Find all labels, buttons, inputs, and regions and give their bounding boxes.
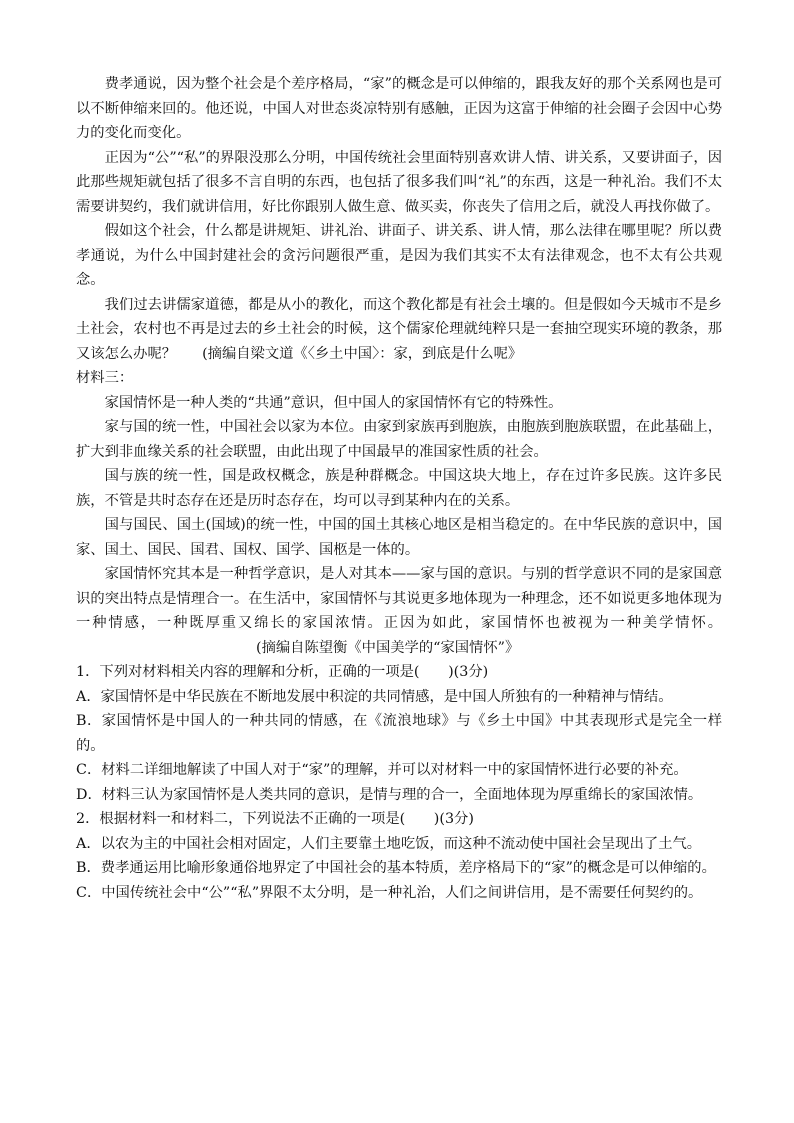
- paragraph-text: 家国情怀究其本是一种哲学意识，是人对其本——家与国的意识。与别的哲学意识不同的是家国意识的突出特点是情理合一。在生活中，家国情怀与其说更多地体现为一种理念，还不如说更多地体现为一种情感，一种既厚重又绵长的家国浓情。正因为如此，家国情怀也被视为一种美学情怀。: [76, 566, 722, 631]
- material-heading: 材料三：: [76, 370, 134, 386]
- answer-option: B．家国情怀是中国人的一种共同的情感，在《流浪地球》与《乡土中国》中其表现形式是完全一样的。: [76, 713, 722, 754]
- answer-option: D．材料三认为家国情怀是人类共同的意识，是情与理的合一，全面地体现为厚重绵长的家国浓情。: [76, 786, 703, 803]
- paragraph-with-source: [76, 293, 722, 367]
- answer-option: C．材料二详细地解读了中国人对于“家”的理解，并可以对材料一中的家国情怀进行必要的补充。: [76, 762, 688, 778]
- paragraph: 国与国民、国土(国域)的统一性，中国的国土其核心地区是相当稳定的。在中华民族的意识中，国家、国土、国民、国君、国权、国学、国柩是一体的。: [76, 517, 722, 558]
- answer-option: A．以农为主的中国社会相对固定，人们主要靠土地吃饭，而这种不流动使中国社会呈现出了土气。: [76, 835, 702, 852]
- paragraph: 正因为“公”“私”的界限没那么分明，中国传统社会里面特别喜欢讲人情、讲关系，又要讲面子，因此那些规矩就包括了很多不言自明的东西，也包括了很多我们叫“礼”的东西，这是一种礼治。我们不太需要讲契约，我们就讲信用，好比你跟别人做生意、做买卖，你丧失了信用之后，就没人再找你做了。: [76, 149, 722, 215]
- paragraph: 家国情怀是一种人类的“共通”意识，但中国人的家国情怀有它的特殊性。: [104, 394, 563, 411]
- paragraph: 家与国的统一性，中国社会以家为本位。由家到家族再到胞族，由胞族到胞族联盟，在此基础上，扩大到非血缘关系的社会联盟，由此出现了中国最早的准国家性质的社会。: [76, 419, 722, 460]
- document-page: [76, 72, 722, 905]
- paragraph: 费孝通说，因为整个社会是个差序格局，“家”的概念是可以伸缩的，跟我友好的那个关系网也是可以不断伸缩来回的。他还说，中国人对世态炎凉特别有感触，正因为这富于伸缩的社会圈子会因中心势力的变化而变化。: [76, 76, 722, 141]
- answer-option: C．中国传统社会中“公”“私”界限不太分明，是一种礼治，人们之间讲信用，是不需要任何契约的。: [76, 884, 703, 901]
- paragraph-text: 我们过去讲儒家道德，都是从小的教化，而这个教化都是有社会土壤的。但是假如今天城市不是乡土社会，农村也不再是过去的乡土社会的时候，这个儒家伦理就纯粹只是一套抽空现实环境的教条，那又该怎么办呢？: [76, 296, 722, 362]
- question-stem: 1．下列对材料相关内容的理解和分析，正确的一项是( )(3分): [76, 664, 489, 680]
- paragraph-with-source: [76, 562, 722, 660]
- question-stem: 2．根据材料一和材料二，下列说法不正确的一项是( )(3分): [76, 811, 474, 827]
- source-citation: (摘编自陈望衡《中国美学的“家国情怀”》: [256, 639, 520, 656]
- paragraph: 假如这个社会，什么都是讲规矩、讲礼治、讲面子、讲关系、讲人情，那么法律在哪里呢？所以费孝通说，为什么中国封建社会的贪污问题很严重，是因为我们其实不太有法律观念，也不太有公共观念。: [76, 223, 722, 288]
- paragraph: 国与族的统一性，国是政权概念，族是种群概念。中国这块大地上，存在过许多民族。这许多民族，不管是共时态存在还是历时态存在，均可以寻到某种内在的关系。: [76, 468, 722, 509]
- answer-option: B．费孝通运用比喻形象通俗地界定了中国社会的基本特质，差序格局下的“家”的概念是可以伸缩的。: [76, 860, 716, 876]
- source-citation: (摘编自梁文道《〈乡土中国〉：家，到底是什么呢》: [202, 345, 523, 362]
- answer-option: A．家国情怀是中华民族在不断地发展中积淀的共同情感，是中国人所独有的一种精神与情结。: [76, 688, 673, 705]
